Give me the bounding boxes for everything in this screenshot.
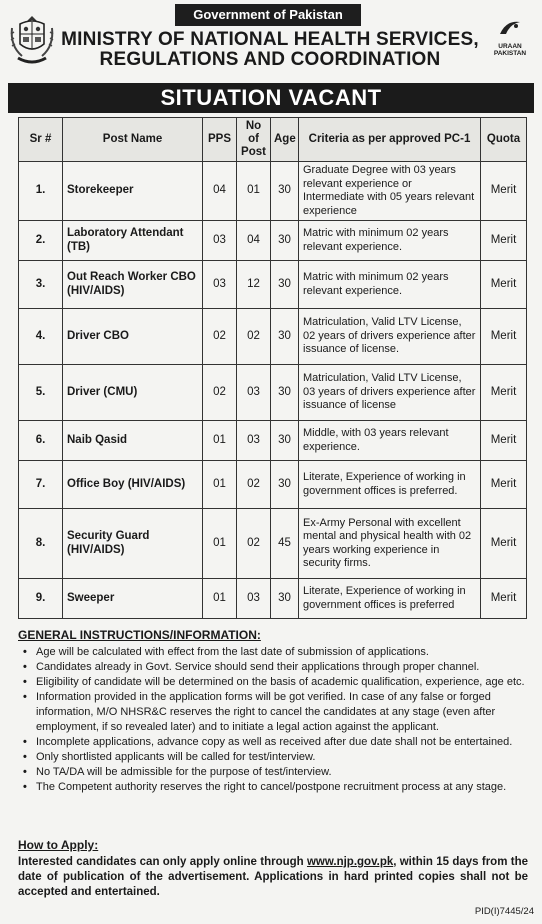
- row-sr: 7.: [19, 461, 63, 509]
- header-no-of-post-line-1: No of: [245, 120, 262, 145]
- row-quota: Merit: [481, 579, 527, 619]
- row-criteria: Middle, with 03 years relevant experience.: [299, 421, 481, 461]
- row-pps: 01: [203, 579, 237, 619]
- list-item: • Age will be calculated with effect from the last date of submission of applications.: [36, 645, 526, 660]
- how-to-apply-title: How to Apply:: [18, 838, 99, 852]
- row-no-of-post: 04: [237, 221, 271, 261]
- post-name-line-2: (HIV/AIDS): [67, 543, 125, 556]
- list-item: • Only shortlisted applicants will be called for test/interview.: [36, 750, 526, 765]
- header-no-of-post: [237, 118, 271, 162]
- row-post-name: [63, 365, 203, 421]
- row-age: 30: [271, 221, 299, 261]
- instructions-list: [18, 645, 526, 795]
- row-age: 30: [271, 309, 299, 365]
- ministry-line-1: MINISTRY OF NATIONAL HEALTH SERVICES,: [61, 29, 479, 50]
- row-age: 30: [271, 461, 299, 509]
- table-row: [19, 421, 527, 461]
- row-age: 30: [271, 421, 299, 461]
- row-criteria: Literate, Experience of working in government offices is preferred.: [299, 461, 481, 509]
- row-age: 30: [271, 579, 299, 619]
- row-pps: 01: [203, 509, 237, 579]
- government-banner: Government of Pakistan: [175, 4, 361, 26]
- uraan-line-1: URAAN: [498, 43, 522, 50]
- post-name-line-1: Laboratory Attendant: [67, 227, 184, 239]
- row-quota: Merit: [481, 421, 527, 461]
- row-pps: 03: [203, 261, 237, 309]
- row-quota: Merit: [481, 365, 527, 421]
- header-no-of-post-line-2: Post: [241, 146, 266, 158]
- row-no-of-post: 12: [237, 261, 271, 309]
- row-pps: 02: [203, 365, 237, 421]
- row-age: 45: [271, 509, 299, 579]
- table-row: [19, 261, 527, 309]
- list-item: • No TA/DA will be admissible for the purpose of test/interview.: [36, 765, 526, 780]
- row-post-name: [63, 579, 203, 619]
- row-no-of-post: 03: [237, 421, 271, 461]
- list-item: • Information provided in the application forms will be got verified. In case of any false or forged information, M/O NHSR&C reserves the right to cancel the candidates at any stage (even after employment, if so revealed later) and to initiate a legal action against the applicant.: [36, 690, 526, 735]
- post-name-line-1: Sweeper: [67, 591, 115, 604]
- header-pps: PPS: [203, 118, 237, 162]
- uraan-pakistan-icon: [496, 18, 524, 38]
- state-emblem-icon: [8, 14, 56, 68]
- row-post-name: [63, 461, 203, 509]
- row-sr: 2.: [19, 221, 63, 261]
- situation-vacant-banner: SITUATION VACANT: [8, 83, 534, 113]
- post-name-line-2: (HIV/AIDS): [67, 284, 125, 297]
- post-name-line-1: Naib Qasid: [67, 433, 128, 446]
- row-criteria: Matriculation, Valid LTV License, 02 years of drivers experience after issuance of license.: [299, 309, 481, 365]
- row-post-name: [63, 421, 203, 461]
- row-no-of-post: 02: [237, 509, 271, 579]
- post-name-line-1: Out Reach Worker CBO: [67, 271, 196, 283]
- table-row: [19, 221, 527, 261]
- how-to-apply-text-before: Interested candidates can only apply online through: [18, 856, 307, 868]
- row-quota: Merit: [481, 221, 527, 261]
- row-criteria: Matric with minimum 02 years relevant experience.: [299, 221, 481, 261]
- row-sr: 3.: [19, 261, 63, 309]
- post-name-line-1: Storekeeper: [67, 184, 134, 197]
- row-post-name: [63, 309, 203, 365]
- row-criteria: Literate, Experience of working in government offices is preferred: [299, 579, 481, 619]
- row-no-of-post: 02: [237, 461, 271, 509]
- row-sr: 5.: [19, 365, 63, 421]
- ministry-name: [60, 30, 480, 70]
- instructions-title: GENERAL INSTRUCTIONS/INFORMATION:: [18, 628, 261, 642]
- row-post-name: [63, 162, 203, 221]
- row-criteria: Ex-Army Personal with excellent mental and physical health with 02 years working experience in security firms.: [299, 509, 481, 579]
- how-to-apply-text-after: , within 15 days from the date of publication of the advertisement. Applications in hard printed copies shall not be accepted and entertained.: [18, 856, 528, 898]
- row-sr: 6.: [19, 421, 63, 461]
- row-sr: 8.: [19, 509, 63, 579]
- row-sr: 4.: [19, 309, 63, 365]
- row-post-name: [63, 261, 203, 309]
- row-quota: Merit: [481, 509, 527, 579]
- row-post-name: [63, 221, 203, 261]
- header-sr: Sr #: [19, 118, 63, 162]
- row-pps: 03: [203, 221, 237, 261]
- post-name-line-2: (TB): [67, 240, 90, 253]
- row-quota: Merit: [481, 261, 527, 309]
- row-no-of-post: 03: [237, 579, 271, 619]
- vacancies-table: [18, 117, 527, 619]
- pid-number: PID(I)7445/24: [474, 906, 534, 917]
- row-pps: 01: [203, 421, 237, 461]
- row-sr: 1.: [19, 162, 63, 221]
- ministry-line-2: REGULATIONS AND COORDINATION: [99, 49, 441, 70]
- table-row: [19, 509, 527, 579]
- row-criteria: Graduate Degree with 03 years relevant experience or Intermediate with 05 years relevant experience: [299, 162, 481, 221]
- row-no-of-post: 02: [237, 309, 271, 365]
- header-post-name: Post Name: [63, 118, 203, 162]
- post-name-line-1: Driver CBO: [67, 329, 129, 342]
- list-item: • The Competent authority reserves the right to cancel/postpone recruitment process at any stage.: [36, 780, 526, 795]
- post-name-line-1: Office Boy (HIV/AIDS): [67, 477, 186, 490]
- row-post-name: [63, 509, 203, 579]
- list-item: • Eligibility of candidate will be determined on the basis of academic qualification, experience, age etc.: [36, 675, 526, 690]
- header-quota: Quota: [481, 118, 527, 162]
- row-age: 30: [271, 261, 299, 309]
- header-criteria: Criteria as per approved PC-1: [299, 118, 481, 162]
- row-no-of-post: 03: [237, 365, 271, 421]
- how-to-apply: [18, 838, 528, 900]
- table-header-row: [19, 118, 527, 162]
- uraan-line-2: PAKISTAN: [493, 50, 527, 57]
- uraan-pakistan-logo: [484, 18, 536, 70]
- table-row: [19, 579, 527, 619]
- table-row: [19, 461, 527, 509]
- table-row: [19, 309, 527, 365]
- row-criteria: Matric with minimum 02 years relevant experience.: [299, 261, 481, 309]
- row-age: 30: [271, 162, 299, 221]
- row-pps: 01: [203, 461, 237, 509]
- row-no-of-post: 01: [237, 162, 271, 221]
- row-quota: Merit: [481, 162, 527, 221]
- post-name-line-1: Driver (CMU): [67, 385, 138, 398]
- list-item: • Incomplete applications, advance copy as well as received after due date shall not be entertained.: [36, 735, 526, 750]
- njp-website-link[interactable]: www.njp.gov.pk: [306, 856, 394, 868]
- header-age: Age: [271, 118, 299, 162]
- row-quota: Merit: [481, 461, 527, 509]
- table-row: [19, 365, 527, 421]
- row-quota: Merit: [481, 309, 527, 365]
- row-sr: 9.: [19, 579, 63, 619]
- how-to-apply-text: [18, 855, 528, 900]
- row-criteria: Matriculation, Valid LTV License, 03 years of drivers experience after issuance of license: [299, 365, 481, 421]
- general-instructions: [18, 628, 526, 795]
- list-item: • Candidates already in Govt. Service should send their applications through proper channel.: [36, 660, 526, 675]
- row-pps: 02: [203, 309, 237, 365]
- post-name-line-1: Security Guard: [67, 530, 150, 542]
- row-pps: 04: [203, 162, 237, 221]
- row-age: 30: [271, 365, 299, 421]
- table-row: [19, 162, 527, 221]
